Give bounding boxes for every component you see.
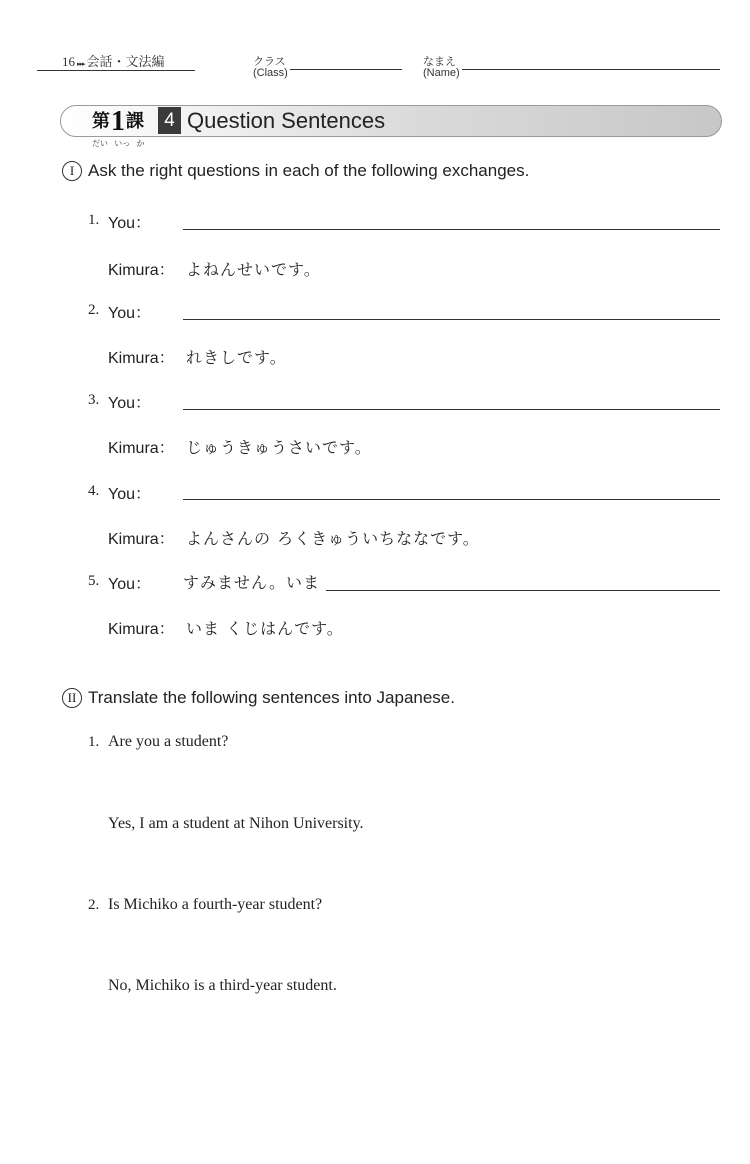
speaker-kimura: Kimura： [108,440,175,457]
answer-line[interactable] [326,590,720,591]
kimura-reply: れきしです。 [186,348,287,367]
answer-line[interactable] [183,499,720,500]
item-number: 2. [88,302,100,318]
item-number: 1. [88,212,100,228]
lesson-label: 第1課 [92,106,144,137]
book-section: 会話・文法編 [86,54,165,69]
page-number: 16 [62,54,75,69]
speaker-kimura: Kimura： [108,531,175,548]
kimura-reply: じゅうきゅうさいです。 [186,438,372,457]
section-instruction: Ask the right questions in each of the following exchanges. [88,161,530,180]
speaker-you: You： [108,305,152,322]
lesson-number: 1 [111,106,125,137]
exercise-title: Question Sentences [187,108,386,133]
item-number: 1. [88,734,100,750]
answer-line[interactable] [183,319,720,320]
header-rule [37,70,195,71]
speaker-you: You： [108,395,152,412]
item-number: 3. [88,392,100,408]
exercise-number: 4 [158,107,181,134]
kimura-reply: いま くじはんです。 [186,619,344,638]
translation-prompt: Yes, I am a student at Nihon University. [108,815,364,832]
speaker-you: You： [108,215,152,232]
section-badge: II [62,688,82,708]
you-prefill: すみません。いま [183,573,320,592]
arrows-icon: ▸▸▸ [77,61,85,68]
speaker-kimura: Kimura： [108,350,175,367]
kimura-reply: よねんせいです。 [186,260,321,279]
kimura-reply: よんさんの ろくきゅういちななです。 [186,529,480,548]
translation-prompt: Are you a student? [108,733,229,750]
speaker-kimura: Kimura： [108,262,175,279]
item-number: 5. [88,573,100,589]
item-number: 2. [88,897,100,913]
answer-line[interactable] [183,409,720,410]
page-header [62,51,165,70]
name-field[interactable] [462,69,720,70]
speaker-you: You： [108,576,152,593]
answer-line[interactable] [183,229,720,230]
section-instruction: Translate the following sentences into Japanese. [88,688,455,707]
speaker-kimura: Kimura： [108,621,175,638]
translation-prompt: Is Michiko a fourth-year student? [108,896,323,913]
name-label: なまえ (Name) [423,56,460,79]
section-badge: I [62,161,82,181]
class-label: クラス (Class) [253,56,288,79]
furigana: だい いっ か [92,139,145,148]
item-number: 4. [88,483,100,499]
speaker-you: You： [108,486,152,503]
class-field[interactable] [290,69,402,70]
translation-prompt: No, Michiko is a third-year student. [108,977,337,994]
